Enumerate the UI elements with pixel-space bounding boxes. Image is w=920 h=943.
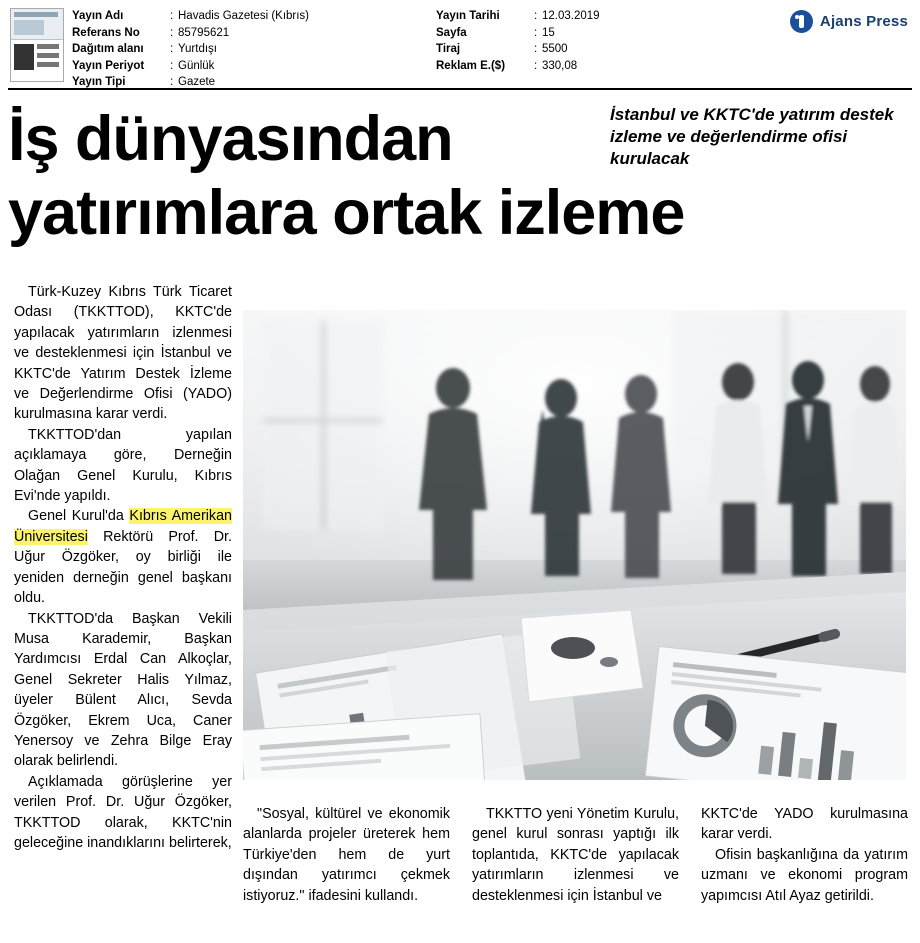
paragraph: Açıklamada görüşlerine yer verilen Prof. Dr. Uğur Özgöker, TKKTTOD olarak, KKTC'nin geleceğine inandıklarını belirterek, xyxy=(14,773,232,851)
metadata-value: Havadis Gazetesi (Kıbrıs) xyxy=(178,10,310,22)
metadata-separator: : xyxy=(534,43,538,55)
thumbnail-top-half xyxy=(11,9,63,40)
metadata-value: 12.03.2019 xyxy=(542,10,600,22)
metadata-row xyxy=(436,8,600,25)
metadata-key: Yayın Tarihi xyxy=(436,10,500,22)
metadata-separator: : xyxy=(534,10,538,22)
metadata-value: 5500 xyxy=(542,43,568,55)
paragraph: KKTC'de YADO kurulmasına karar verdi. xyxy=(701,806,908,843)
article-column-board xyxy=(472,804,679,906)
metadata-separator: : xyxy=(170,59,174,72)
metadata-row xyxy=(72,41,309,58)
metadata-row xyxy=(436,41,600,58)
article-bottom-columns xyxy=(243,804,908,906)
metadata-value: Günlük xyxy=(178,59,215,72)
metadata-value: 85795621 xyxy=(178,26,230,39)
metadata-key: Referans No xyxy=(72,26,140,39)
metadata-value: 15 xyxy=(542,26,555,39)
newspaper-thumbnail xyxy=(10,8,64,82)
metadata-key: Yayın Periyot xyxy=(72,59,145,72)
metadata-row xyxy=(72,58,309,75)
clipping-header xyxy=(0,0,920,90)
paragraph: TKKTTO yeni Yönetim Kurulu, genel kurul sonrası yaptığı ilk toplantıda, KKTC'de yapılacak yatırımların izlenmesi ve desteklenmesi için İstanbul ve xyxy=(472,806,679,904)
metadata-row xyxy=(72,8,309,25)
paragraph: "Sosyal, kültürel ve ekonomik alanlarda projeler üreterek hem Türkiye'den hem de yurt dışından yatırımcı çekmek istiyoruz." ifadesini kullandı. xyxy=(243,806,450,904)
metadata-key: Sayfa xyxy=(436,26,467,39)
metadata-row xyxy=(436,25,600,42)
office-meeting-photo-graphic xyxy=(243,310,906,780)
paragraph: TKKTTOD'da Başkan Vekili Musa Karademir, Başkan Yardımcısı Erdal Can Alkoçlar, Genel Sekreter Halis Yılmaz, üyeler Bülent Alıcı, Sevda Özgöker, Ekrem Uca, Caner Yenersoy ve Zehra Bilge Eray olarak belirlendi. xyxy=(14,610,232,770)
paragraph-text: Rektörü Prof. Dr. Uğur Özgöker, oy birliği ile yeniden derneğin genel başkanı oldu. xyxy=(14,528,232,607)
metadata-separator: : xyxy=(534,26,538,39)
highlighted-text: Kıbrıs Amerikan Üniversitesi xyxy=(14,508,232,545)
header-divider xyxy=(8,88,912,90)
ajans-press-branding xyxy=(790,10,908,33)
article-title-block xyxy=(0,96,920,278)
headline-line-1: İş dünyasından xyxy=(8,104,453,174)
metadata-fields-right xyxy=(436,8,600,74)
metadata-row xyxy=(72,25,309,42)
metadata-key: Yayın Tipi xyxy=(72,76,126,88)
metadata-separator: : xyxy=(170,76,174,88)
paragraph-text: Genel Kurul'da xyxy=(28,508,130,525)
metadata-separator: : xyxy=(170,10,174,22)
headline-line-2: yatırımlara ortak izleme xyxy=(8,178,685,248)
metadata-key: Reklam E.($) xyxy=(436,59,506,72)
article-column-quote xyxy=(243,804,450,906)
metadata-row xyxy=(436,58,600,75)
metadata-separator: : xyxy=(170,43,174,55)
ajans-press-logo-icon xyxy=(790,10,813,33)
article-photo xyxy=(243,310,906,780)
metadata-value: Yurtdışı xyxy=(178,43,217,55)
article-column-left xyxy=(14,282,232,853)
article-column-right xyxy=(701,804,908,906)
paragraph: Türk-Kuzey Kıbrıs Türk Ticaret Odası (TKKTTOD), KKTC'de yapılacak yatırımların izlenmesi ve desteklenmesi için İstanbul ve KKTC'de Yatırım Destek İzleme ve Değerlendirme Ofisi (YADO) kurulmasına karar verdi. xyxy=(14,284,232,423)
page-title xyxy=(8,102,912,250)
metadata-key: Dağıtım alanı xyxy=(72,43,144,55)
article-kicker: İstanbul ve KKTC'de yatırım destek izleme ve değerlendirme ofisi kurulacak xyxy=(610,105,894,168)
metadata-key: Tiraj xyxy=(436,43,461,55)
metadata-key: Yayın Adı xyxy=(72,10,124,22)
paragraph: TKKTTOD'dan yapılan açıklamaya göre, Derneğin Olağan Genel Kurulu, Kıbrıs Evi'nde yapıldı. xyxy=(14,426,232,505)
metadata-separator: : xyxy=(534,59,538,72)
metadata-value: 330,08 xyxy=(542,59,578,72)
paragraph-with-highlight xyxy=(14,506,232,608)
metadata-fields-left xyxy=(72,8,309,91)
metadata-separator: : xyxy=(170,26,174,39)
thumbnail-bottom-half xyxy=(11,40,63,80)
metadata-value: Gazete xyxy=(178,76,216,88)
paragraph: Ofisin başkanlığına da yatırım uzmanı ve ekonomi program yapımcısı Atıl Ayaz getirildi. xyxy=(701,846,908,904)
brand-name: Ajans Press xyxy=(819,13,908,30)
